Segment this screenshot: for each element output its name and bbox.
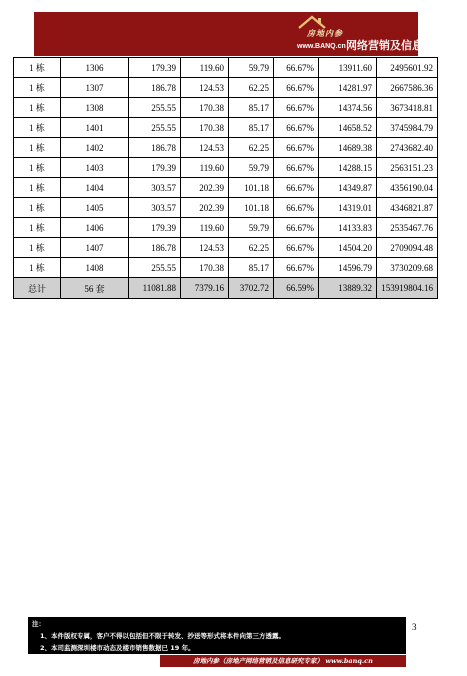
cell-gross-area: 186.78 <box>129 138 181 158</box>
table-row <box>14 138 438 158</box>
cell-total-price: 2667586.36 <box>377 78 438 98</box>
cell-usable-area: 170.38 <box>181 98 229 118</box>
cell-building: 1 栋 <box>14 258 61 278</box>
notes-heading: 注： <box>32 620 45 628</box>
cell-usable-area: 124.53 <box>181 238 229 258</box>
cell-unit: 1406 <box>61 218 129 238</box>
cell-shared-area: 85.17 <box>229 98 274 118</box>
table-row <box>14 198 438 218</box>
cell-efficiency-rate: 66.67% <box>274 258 319 278</box>
cell-unit-price: 14288.15 <box>319 158 377 178</box>
cell-total-price: 4346821.87 <box>377 198 438 218</box>
cell-usable-area: 202.39 <box>181 198 229 218</box>
cell-shared-area: 85.17 <box>229 118 274 138</box>
cell-efficiency-rate: 66.67% <box>274 178 319 198</box>
cell-unit-price: 14281.97 <box>319 78 377 98</box>
cell-total-price: 2535467.76 <box>377 218 438 238</box>
cell-building: 1 栋 <box>14 98 61 118</box>
table-row <box>14 58 438 78</box>
logo-url: www.BANQ.cn <box>297 43 346 50</box>
total-shared-area: 3702.72 <box>229 278 274 299</box>
table-row <box>14 118 438 138</box>
cell-efficiency-rate: 66.67% <box>274 78 319 98</box>
cell-unit: 1404 <box>61 178 129 198</box>
cell-usable-area: 170.38 <box>181 258 229 278</box>
cell-efficiency-rate: 66.67% <box>274 138 319 158</box>
total-usable-area: 7379.16 <box>181 278 229 299</box>
cell-building: 1 栋 <box>14 118 61 138</box>
logo-text: 房地内参 <box>307 29 343 38</box>
brand-logo <box>262 14 467 54</box>
cell-total-price: 4356190.04 <box>377 178 438 198</box>
cell-unit: 1407 <box>61 238 129 258</box>
page-number: 3 <box>412 622 417 632</box>
total-row <box>14 278 438 299</box>
cell-unit-price: 14658.52 <box>319 118 377 138</box>
cell-unit-price: 14349.87 <box>319 178 377 198</box>
cell-total-price: 2743682.40 <box>377 138 438 158</box>
table-row <box>14 78 438 98</box>
table-body <box>14 58 438 299</box>
cell-unit: 1403 <box>61 158 129 178</box>
cell-shared-area: 62.25 <box>229 138 274 158</box>
total-unit: 56 套 <box>61 278 129 299</box>
cell-unit: 1405 <box>61 198 129 218</box>
cell-unit: 1408 <box>61 258 129 278</box>
cell-usable-area: 202.39 <box>181 178 229 198</box>
note-monitoring: 2、本司监测深圳楼市动态及楼市销售数据已 19 年。 <box>40 644 195 652</box>
cell-shared-area: 101.18 <box>229 198 274 218</box>
table-row <box>14 158 438 178</box>
total-efficiency-rate: 66.59% <box>274 278 319 299</box>
cell-shared-area: 59.79 <box>229 218 274 238</box>
footer-bar: 房地内参（房地产网络营销及信息研究专家） www.banq.cn <box>160 655 406 667</box>
header-banner <box>34 12 467 56</box>
cell-unit-price: 14133.83 <box>319 218 377 238</box>
cell-gross-area: 303.57 <box>129 178 181 198</box>
table-row <box>14 218 438 238</box>
cell-total-price: 3673418.81 <box>377 98 438 118</box>
cell-unit: 1401 <box>61 118 129 138</box>
table-row <box>14 178 438 198</box>
cell-efficiency-rate: 66.67% <box>274 58 319 78</box>
cell-gross-area: 186.78 <box>129 78 181 98</box>
cell-gross-area: 179.39 <box>129 158 181 178</box>
cell-shared-area: 85.17 <box>229 258 274 278</box>
cell-usable-area: 119.60 <box>181 58 229 78</box>
total-building: 总计 <box>14 278 61 299</box>
cell-efficiency-rate: 66.67% <box>274 238 319 258</box>
cell-gross-area: 179.39 <box>129 58 181 78</box>
note-copyright: 1、本件版权专属，客户不得以包括但不限于转发、抄送等形式将本件向第三方透露。 <box>40 632 286 640</box>
cell-efficiency-rate: 66.67% <box>274 158 319 178</box>
cell-unit: 1402 <box>61 138 129 158</box>
cell-gross-area: 255.55 <box>129 258 181 278</box>
cell-unit-price: 14596.79 <box>319 258 377 278</box>
sales-table <box>13 57 438 299</box>
cell-total-price: 3730209.68 <box>377 258 438 278</box>
cell-total-price: 3745984.79 <box>377 118 438 138</box>
cell-efficiency-rate: 66.67% <box>274 118 319 138</box>
cell-total-price: 2495601.92 <box>377 58 438 78</box>
cell-gross-area: 255.55 <box>129 118 181 138</box>
cell-usable-area: 124.53 <box>181 78 229 98</box>
table-row <box>14 98 438 118</box>
cell-shared-area: 59.79 <box>229 158 274 178</box>
header-slogan: 网络营销及信息研究专家 <box>346 39 467 52</box>
cell-building: 1 栋 <box>14 138 61 158</box>
cell-unit-price: 14319.01 <box>319 198 377 218</box>
cell-usable-area: 119.60 <box>181 158 229 178</box>
cell-unit: 1308 <box>61 98 129 118</box>
cell-total-price: 2563151.23 <box>377 158 438 178</box>
total-gross-area: 11081.88 <box>129 278 181 299</box>
cell-unit-price: 14689.38 <box>319 138 377 158</box>
cell-building: 1 栋 <box>14 58 61 78</box>
cell-unit: 1307 <box>61 78 129 98</box>
cell-unit-price: 14504.20 <box>319 238 377 258</box>
cell-gross-area: 186.78 <box>129 238 181 258</box>
cell-unit-price: 13911.60 <box>319 58 377 78</box>
cell-usable-area: 170.38 <box>181 118 229 138</box>
cell-efficiency-rate: 66.67% <box>274 98 319 118</box>
cell-shared-area: 101.18 <box>229 178 274 198</box>
cell-unit-price: 14374.56 <box>319 98 377 118</box>
cell-building: 1 栋 <box>14 178 61 198</box>
cell-gross-area: 255.55 <box>129 98 181 118</box>
cell-total-price: 2709094.48 <box>377 238 438 258</box>
total-total-price: 153919804.16 <box>377 278 438 299</box>
cell-building: 1 栋 <box>14 198 61 218</box>
cell-building: 1 栋 <box>14 218 61 238</box>
cell-efficiency-rate: 66.67% <box>274 198 319 218</box>
cell-usable-area: 119.60 <box>181 218 229 238</box>
cell-efficiency-rate: 66.67% <box>274 218 319 238</box>
cell-building: 1 栋 <box>14 78 61 98</box>
cell-usable-area: 124.53 <box>181 138 229 158</box>
cell-unit: 1306 <box>61 58 129 78</box>
cell-shared-area: 59.79 <box>229 58 274 78</box>
cell-building: 1 栋 <box>14 158 61 178</box>
table-row <box>14 258 438 278</box>
total-unit-price: 13889.32 <box>319 278 377 299</box>
cell-gross-area: 303.57 <box>129 198 181 218</box>
cell-building: 1 栋 <box>14 238 61 258</box>
cell-shared-area: 62.25 <box>229 238 274 258</box>
notes-box <box>28 617 406 654</box>
cell-gross-area: 179.39 <box>129 218 181 238</box>
cell-shared-area: 62.25 <box>229 78 274 98</box>
table-row <box>14 238 438 258</box>
